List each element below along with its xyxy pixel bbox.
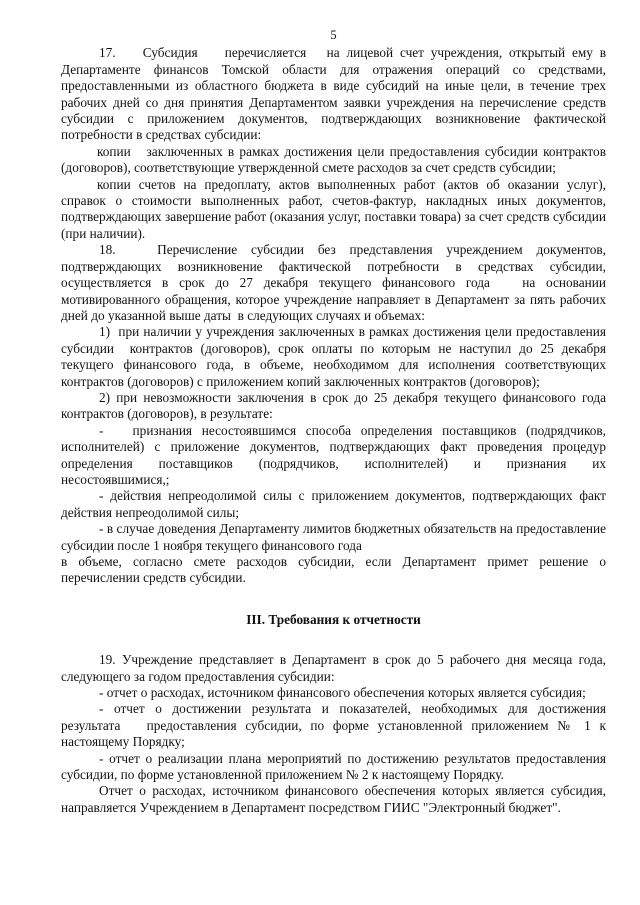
paragraph-case-1: 1) при наличии у учреждения заключенных в рамках достижения цели предоставления субсидии контрактов (договоров), срок оплаты по которым не наступил до 25 декабря текущего финансового года, в объеме, необходимом для исполнения соответствующих контрактов (договоров) с приложением копий заключенных контрактов (договоров); [61, 324, 606, 389]
paragraph-contract-copies: копии заключенных в рамках достижения цели предоставления субсидии контрактов (договоров), соответствующие утвержденной смете расходов за счет средств субсидии; [61, 143, 606, 176]
paragraph-case-2: 2) при невозможности заключения в срок до 25 декабря текущего финансового года контрактов (договоров), в результате: [61, 389, 606, 422]
paragraph-18: 18. Перечисление субсидии без представления учреждением документов, подтверждающих возникновение фактической потребности в средствах субсидии, осуществляется в срок до 27 декабря текущего финансового года на основании мотивированного обращения, которое учреждение направляет в Департамент за пять рабочих дней до указанной выше даты в следующих случаях и объемах: [61, 242, 606, 323]
paragraph-case-2-failed-procurement: - признания несостоявшимся способа определения поставщиков (подрядчиков, исполнителей) с приложение документов, подтверждающих факт проведения процедур определения поставщиков (подрядчиков, исполнителей) и признания их несостоявшимися,; [61, 422, 606, 487]
page-number: 5 [330, 28, 337, 42]
paragraph-case-2-force-majeure: - действия непреодолимой силы с приложением документов, подтверждающих факт действия непреодолимой силы; [61, 488, 606, 520]
paragraph-report-submission: Отчет о расходах, источником финансового обеспечения которых является субсидия, направляется Учреждением в Департамент посредством ГИИС "Электронный бюджет". [61, 783, 606, 815]
paragraph-19: 19. Учреждение представляет в Департамент в срок до 5 рабочего дня месяца года, следующего за годом предоставления субсидии: [61, 652, 606, 684]
paragraph-report-results: - отчет о достижении результата и показателей, необходимых для достижения результата предоставления субсидии, по форме установленной приложением № 1 к настоящему Порядку; [61, 701, 606, 750]
paragraph-report-plan: - отчет о реализации плана мероприятий по достижению результатов предоставления субсидии, по форме установленной приложением № 2 к настоящему Порядку. [61, 750, 606, 783]
paragraph-17: 17. Субсидия перечисляется на лицевой счет учреждения, открытый ему в Департаменте финансов Томской области для отражения операций со средствами, предоставленными из областного бюджета в виде субсидий на иные цели, в течение трех рабочих дней со дня принятия Департаментом заявки учреждения на перечисление средств субсидии с приложением документов, подтверждающих возникновение фактической потребности в средствах субсидии: [61, 45, 606, 143]
paragraph-report-expenses: - отчет о расходах, источником финансового обеспечения которых является субсидия; [99, 685, 586, 701]
paragraph-case-2-limits: - в случае доведения Департаменту лимитов бюджетных обязательств на предоставление субсидии после 1 ноября текущего финансового года [61, 521, 606, 553]
section-heading: III. Требования к отчетности [246, 611, 421, 627]
paragraph-volume-clause: в объеме, согласно смете расходов субсидии, если Департамент примет решение о перечислении средств субсидии. [61, 554, 606, 586]
paragraph-invoice-copies: копии счетов на предоплату, актов выполненных работ (актов об оказании услуг), справок о стоимости выполненных работ, счетов-фактур, накладных иных документов, подтверждающих завершение работ (оказания услуг, поставки товара) за счет средств субсидии (при наличии). [61, 176, 606, 241]
